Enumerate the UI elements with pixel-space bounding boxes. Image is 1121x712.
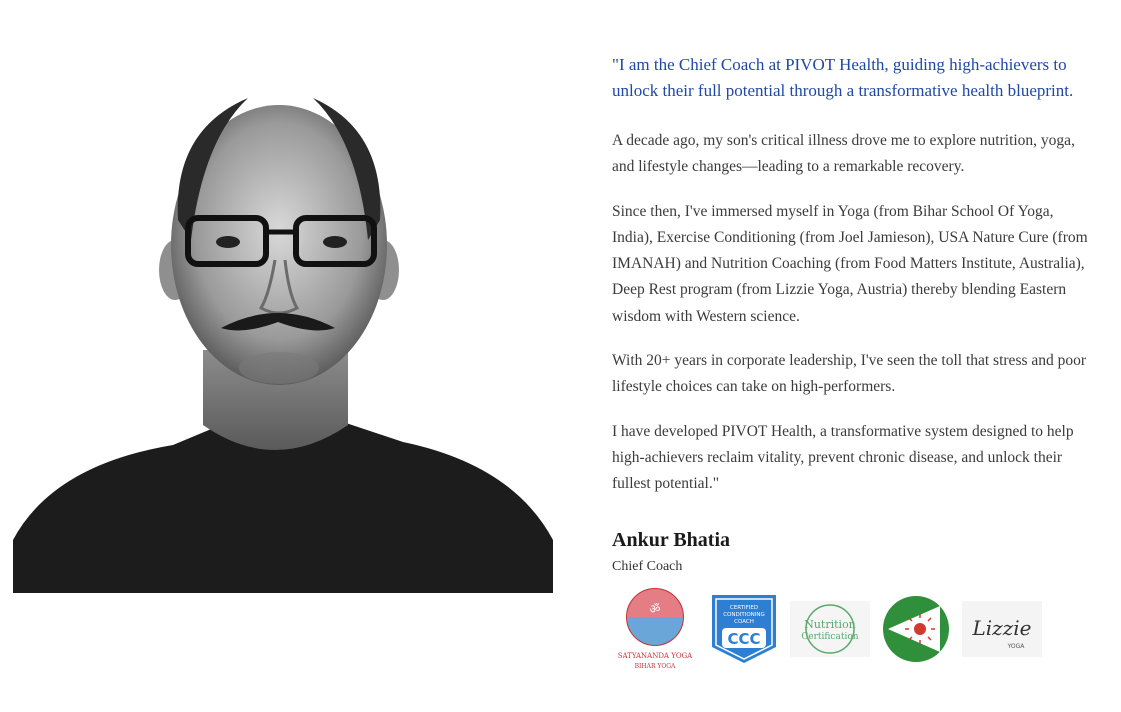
ccc-line2: COACH xyxy=(734,618,754,625)
bio-paragraph: Since then, I've immersed myself in Yoga (from Bihar School Of Yoga, India), Exercise Conditioning (from Joel Jamieson), USA Nature Cure (from IMANAH) and Nutrition Coaching (from Food Matters Institute, Australia), Deep Rest program (from Lizzie Yoga, Austria) thereby blending Eastern wisdom with Western science. xyxy=(612,202,1088,325)
ccc-line1: CONDITIONING xyxy=(723,611,765,618)
ccc-abbr: CCC xyxy=(727,629,761,648)
ccc-certified: CERTIFIED xyxy=(729,604,759,611)
certification-logos xyxy=(612,584,1098,674)
satyananda-line1: SATYANANDA YOGA xyxy=(617,651,693,660)
lizzie-sub: YOGA xyxy=(1007,642,1025,650)
nutrition-line1: Nutrition xyxy=(804,617,856,631)
nutrition-line2: Certification xyxy=(801,631,859,642)
bio-paragraph: A decade ago, my son's critical illness drove me to explore nutrition, yoga, and lifestyle changes—leading to a remarkable recovery. xyxy=(612,132,1075,176)
ccc-badge-logo xyxy=(708,591,780,667)
satyananda-yoga-logo xyxy=(612,587,698,671)
bio-section xyxy=(612,52,1098,674)
lizzie-script: Lizzie xyxy=(972,615,1032,640)
coach-portrait xyxy=(13,70,553,593)
triangle-sun-icon xyxy=(880,594,952,664)
imanah-logo xyxy=(880,594,952,664)
coach-title: Chief Coach xyxy=(612,558,683,574)
portrait-image xyxy=(13,70,553,593)
satyananda-line2: BIHAR YOGA xyxy=(634,662,676,670)
nutrition-certification-logo xyxy=(790,601,870,657)
coach-name: Ankur Bhatia xyxy=(612,528,731,551)
lizzie-yoga-logo xyxy=(962,601,1042,657)
quote-intro: "I am the Chief Coach at PIVOT Health, guiding high-achievers to unlock their full potential through a transformative health blueprint. xyxy=(612,55,1074,100)
bio-paragraph: With 20+ years in corporate leadership, I've seen the toll that stress and poor lifestyle choices can take on high-performers. xyxy=(612,352,1087,396)
bio-paragraph: I have developed PIVOT Health, a transformative system designed to help high-achievers reclaim vitality, prevent chronic disease, and unlock their fullest potential." xyxy=(612,422,1074,493)
svg-text:ॐ: ॐ xyxy=(649,601,661,616)
